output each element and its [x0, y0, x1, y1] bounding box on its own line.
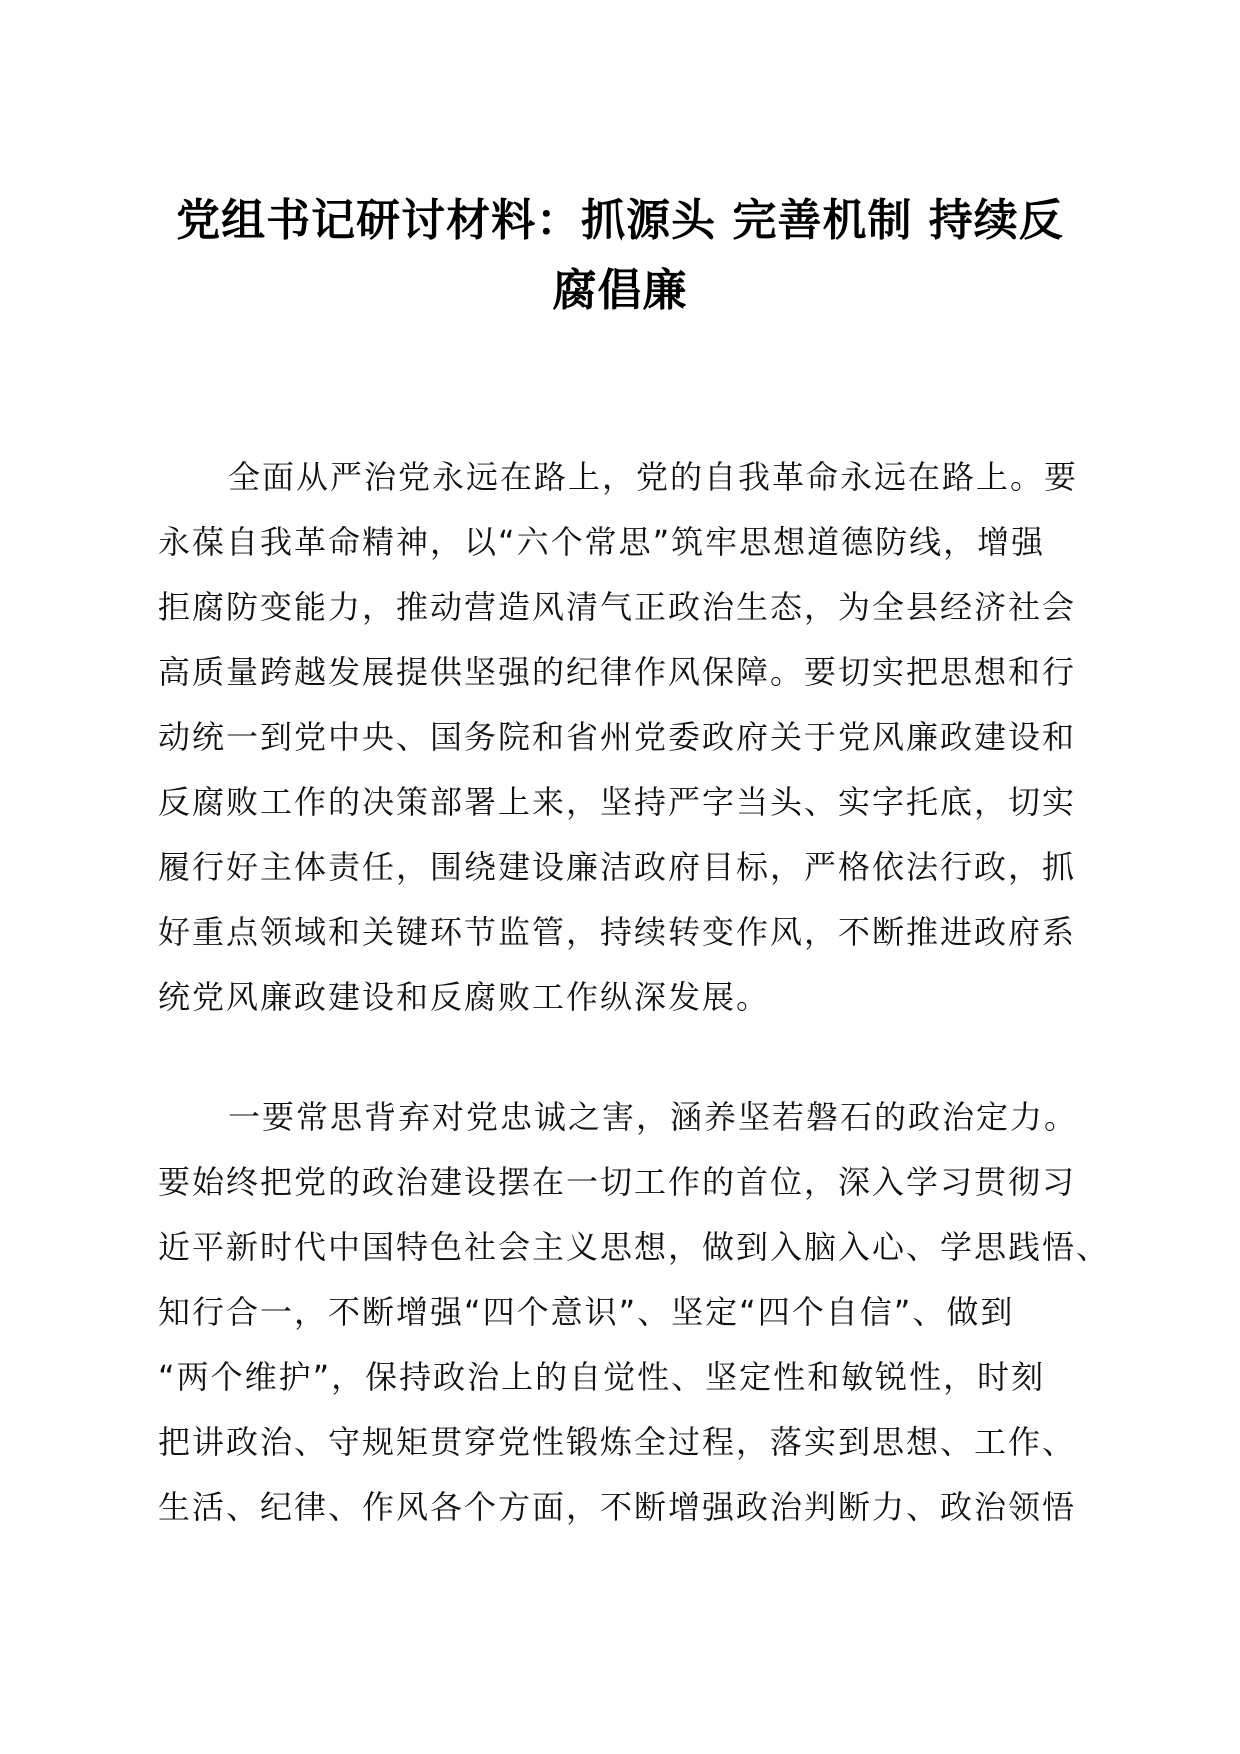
paragraph-line: “两个维护”，保持政治上的自觉性、坚定性和敏锐性，时刻 — [158, 1358, 1046, 1396]
paragraph-line: 知行合一，不断增强“四个意识”、坚定“四个自信”、做到 — [158, 1293, 1015, 1331]
paragraph-line: 高质量跨越发展提供坚强的纪律作风保障。要切实把思想和行 — [158, 653, 1077, 691]
paragraph-line: 好重点领域和关键环节监管，持续转变作风，不断推进政府系 — [158, 913, 1077, 951]
paragraph-line: 要始终把党的政治建设摆在一切工作的首位，深入学习贯彻习 — [158, 1163, 1077, 1201]
paragraph-line: 一要常思背弃对党忠诚之害，涵养坚若磐石的政治定力。 — [228, 1098, 1079, 1136]
paragraph-line: 履行好主体责任，围绕建设廉洁政府目标，严格依法行政，抓 — [158, 848, 1077, 886]
paragraph-point-one — [158, 1085, 1118, 1540]
paragraph-line: 反腐败工作的决策部署上来，坚持严字当头、实字托底，切实 — [158, 783, 1077, 821]
paragraph-line: 近平新时代中国特色社会主义思想，做到入脑入心、学思践悟、 — [158, 1228, 1111, 1266]
paragraph-line: 全面从严治党永远在路上，党的自我革命永远在路上。要 — [228, 458, 1079, 496]
title-line: 腐倡廉 — [552, 265, 688, 316]
paragraph-line: 拒腐防变能力，推动营造风清气正政治生态，为全县经济社会 — [158, 588, 1077, 626]
paragraph-intro — [158, 445, 1118, 1030]
paragraph-line: 永葆自我革命精神，以“六个常思”筑牢思想道德防线，增强 — [158, 523, 1046, 561]
paragraph-line: 动统一到党中央、国务院和省州党委政府关于党风廉政建设和 — [158, 718, 1077, 756]
paragraph-line: 统党风廉政建设和反腐败工作纵深发展。 — [158, 978, 771, 1016]
title-line: 党组书记研讨材料：抓源头 完善机制 持续反 — [176, 195, 1064, 246]
paragraph-line: 生活、纪律、作风各个方面，不断增强政治判断力、政治领悟 — [158, 1488, 1077, 1526]
document-title — [140, 186, 1100, 326]
paragraph-line: 把讲政治、守规矩贯穿党性锻炼全过程，落实到思想、工作、 — [158, 1423, 1077, 1461]
